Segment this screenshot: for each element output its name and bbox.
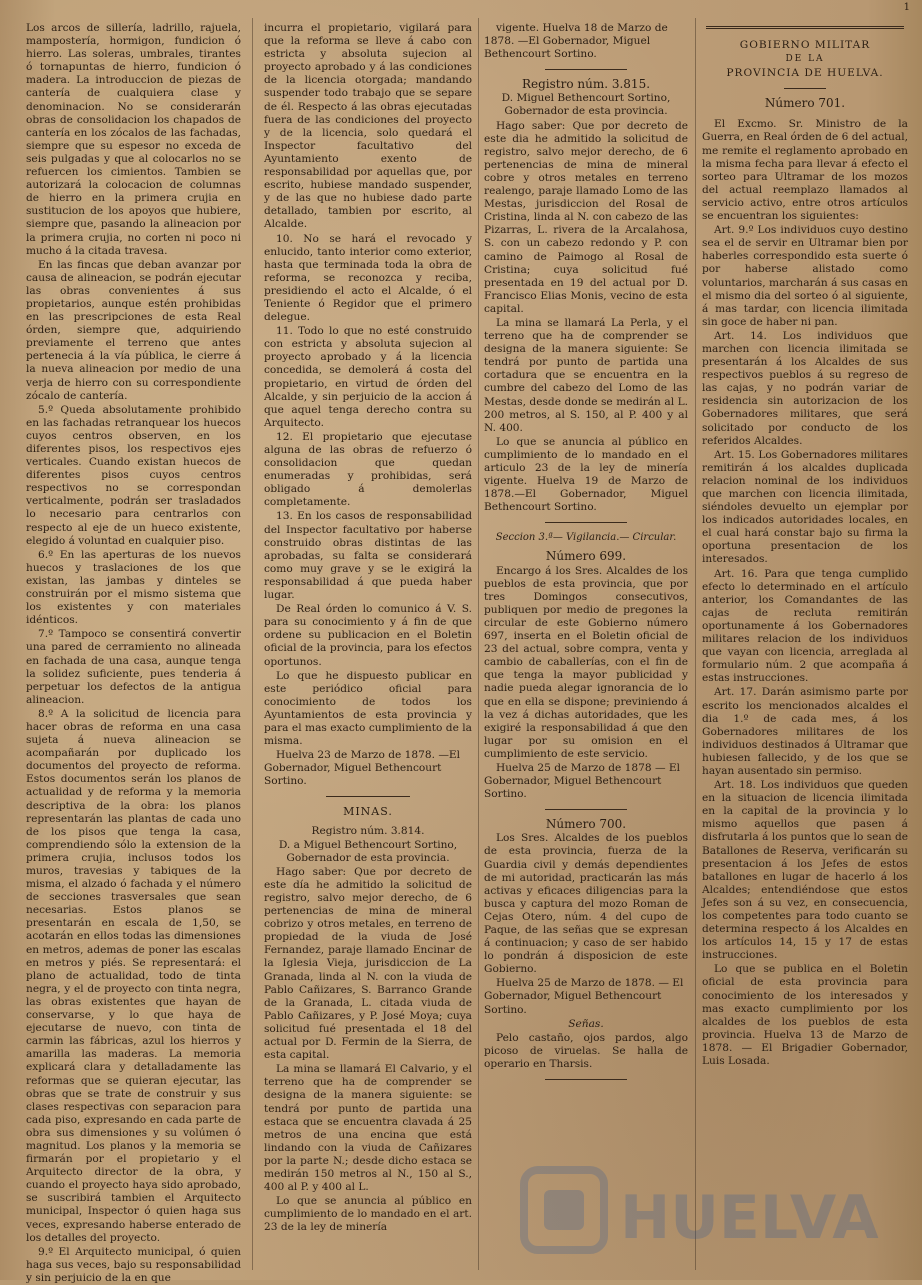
- paragraph: Hago saber: Que por decreto de este dia he admitido la solicitud de registro, salvo mejor derecho, de 6 pertenencias de mina de mineral cobre y otros metales en terreno realengo, paraje llamado Lomo de las Mestas, jurisdiccion del Rosal de Cristina, linda al N. con cabezo de las Pizarras, L. rivera de la Arcalahosa, S. con un cabezo redondo y P. con camino de Paimogo al Rosal de Cristina; cuya solicitud fué presentada en 19 del actual por D. Francisco Elias Monis, vecino de esta capital.: [484, 119, 688, 315]
- numero-700: Número 700.: [545, 817, 627, 832]
- numero-699: Número 699.: [545, 549, 627, 564]
- signature: Huelva 25 de Marzo de 1878 — El Gobernador, Miguel Bethencourt Sortino.: [484, 761, 681, 801]
- paragraph: El Excmo. Sr. Ministro de la Guerra, en Real órden de 6 del actual, me remite el reglamento aprobado en la misma fecha para llevar á efecto el sorteo para Ultramar de los mozos del actual reemplazo llamados al servicio activo, entre otros artículos se encuentran los siguientes:: [702, 118, 908, 223]
- paragraph: De Real órden lo comunico á V. S. para su conocimiento y á fin de que ordene su publicacion en el Boletin oficial de la provincia, para los efectos oportunos.: [264, 603, 472, 668]
- registro-name: D. a Miguel Bethencourt Sortino, Gobernador de esta provincia.: [278, 838, 458, 864]
- paragraph: 6.º En las aperturas de los nuevos huecos y traslaciones de los que existan, las jambas y dinteles se construirán por el mismo sistema que los existentes y con materiales idénticos.: [26, 548, 241, 627]
- column-divider: [695, 18, 696, 1270]
- heading-de-la: DE LA: [785, 54, 825, 65]
- senas-title: Señas.: [568, 1017, 604, 1030]
- divider: [784, 88, 825, 89]
- heading-gobierno-militar: GOBIERNO MILITAR: [739, 39, 871, 51]
- section-line: Seccion 3.ª— Vigilancia.— Circular.: [495, 532, 677, 544]
- divider: [545, 1079, 627, 1080]
- paragraph: Los Sres. Alcaldes de los pueblos de esta provincia, fuerza de la Guardia civil y demás dependientes de mi autoridad, practicarán las más activas y eficaces diligencias para la busca y captura del mozo Roman de Cejas Otero, núm. 4 del cupo de Paque, de las señas que se expresan á continuacion; y caso de ser habido lo pondrán á disposicion de este Gobierno.: [484, 832, 688, 976]
- paragraph: En las fincas que deban avanzar por causa de alineacion, se podrán ejecutar las obras convenientes á sus propietarios, aunque estén prohibidas en las prescripciones de esta Real órden, siempre que, adquiriendo previamente el terreno que antes pertenecia á la vía pública, le cierre á la nueva alineacion por medio de una verja de hierro con su correspondiente zócalo de cantería.: [26, 258, 241, 402]
- registro-heading: Registro núm. 3.815.: [521, 77, 651, 92]
- column-divider: [252, 18, 253, 1270]
- divider: [326, 796, 409, 797]
- signature: Huelva 23 de Marzo de 1878. —El Gobernador, Miguel Bethencourt Sortino.: [264, 749, 461, 788]
- paragraph: La mina se llamará El Calvario, y el terreno que ha de comprender se designa de la manera siguiente: se tendrá por punto de partida una estaca que se encuentra clavada á 25 metros de una encina que está lindando con la viuda de Cañizares por la parte N.; desde dicho estaca se medirán 150 metros al N., 150 al S., 400 al P. y 400 al L.: [264, 1063, 472, 1194]
- paragraph: Lo que se publica en el Boletin oficial de esta provincia para conocimiento de los interesados y mas exacto cumplimiento por los alcaldes de los pueblos de esta provincia. Huelva 13 de Marzo de 1878. — El Brigadier Gobernador, Luis Losada.: [702, 963, 908, 1068]
- signature: Huelva 25 de Marzo de 1878. — El Gobernador, Miguel Bethencourt Sortino.: [484, 977, 684, 1016]
- paragraph: incurra el propietario, vigilará para que la reforma se lleve á cabo con estricta y absoluta sujecion al proyecto aprobado y á las condiciones de la licencia otorgada; mandando suspender todo trabajo que se separe de él. Respecto á las obras ejecutadas fuera de las condiciones del proyecto y de la licencia, solo quedará el Inspector facultativo del Ayuntamiento exento de responsabilidad por aquellas que, por escrito, hubiese mandado suspender, y de las que no hubiese dado parte detallado, tambien por escrito, al Alcalde.: [264, 22, 472, 231]
- divider: [545, 522, 627, 523]
- paragraph: Los arcos de sillería, ladrillo, rajuela, mampostería, hormigon, fundicion ó hierro. Las soleras, umbrales, tirantes ó tornapuntas de hierro, fundicion ó madera. La introduccion de piezas de cantería de cualquiera clase y denominacion. No se considerarán obras de consolidacion los chapados de cantería en los zócalos de las fachadas, siempre que su espesor no exceda de seis pulgadas y que al colocarlos no se refuercen los cimientos. Tambien se autorizará la colocacion de columnas de hierro en la primera crujia en sustitucion de los apoyos que hubiere, siempre que, pasando la alineacion por la primera crujia, no corten ni poco ni mucho á la citada travesa.: [26, 22, 241, 257]
- paragraph: 13. En los casos de responsabilidad del Inspector facultativo por haberse construido obras distintas de las aprobadas, su falta se considerará como muy grave y se le exigirá la responsabilidad á que pueda haber lugar.: [264, 510, 472, 602]
- section-heading-minas: MINAS.: [343, 805, 393, 819]
- paragraph: La mina se llamará La Perla, y el terreno que ha de comprender se designa de la manera siguiente: Se tendrá por punto de partida una cortadura que se encuentra en la cumbre del cabezo del Lomo de las Mestas, desde donde se medirán al L. 200 metros, al S. 150, al P. 400 y al N. 400.: [484, 316, 688, 434]
- paragraph: 5.º Queda absolutamente prohibido en las fachadas retranquear los huecos cuyos centros observen, en los diferentes pisos, los respectivos ejes verticales. Cuando existan huecos de diferentes pisos cuyos centros respectivos no se correspondan verticalmente, podrán ser trasladados lo necesario para centrarlos con respecto al eje de un hueco existente, elegido á voluntad en cualquier piso.: [26, 403, 241, 547]
- paragraph: 7.º Tampoco se consentirá convertir una pared de cerramiento no alineada en fachada de una casa, aunque tenga la solidez suficiente, pues tenderia á perpetuar los defectos de la antigua alineacion.: [26, 628, 241, 706]
- column-4: [702, 22, 908, 1270]
- paragraph: 12. El propietario que ejecutase alguna de las obras de refuerzo ó consolidacion que quedan enumeradas y prohibidas, será obligado á demolerlas completamente.: [264, 430, 472, 509]
- paragraph: Art. 9.º Los individuos cuyo destino sea el de servir en Ultramar bien por haberles correspondido esta suerte ó por haberse alistado como voluntarios, marcharán á sus casas en el mismo dia del sorteo ó al siguiente, á mas tardar, con licencia ilimitada sin goce de haber ni pan.: [702, 224, 908, 328]
- paragraph: Art. 18. Los individuos que queden en la situacion de licencia ilimitada en la capital de la provincia y lo mismo aquellos que pasen á disfrutarla á los puntos que lo sean de Batallones de Reserva, verificarán su presentacion á los Jefes de estos batallones en lugar de hacerlo á los Alcaldes; entendiéndose que estos Jefes son á su vez, en consecuencia, los competentes para todo cuanto se determina respecto á los Alcaldes en los artículos 14, 15 y 17 de estas instrucciones.: [702, 779, 908, 962]
- paragraph: Art. 17. Darán asimismo parte por escrito los mencionados alcaldes el dia 1.º de cada mes, á los Gobernadores militares de los individuos destinados á Ultramar que hubiesen fallecido, y de los que se hayan ausentado sin permiso.: [702, 686, 908, 777]
- paragraph: vigente. Huelva 18 de Marzo de 1878. —El Gobernador, Miguel Bethencourt Sortino.: [484, 22, 668, 61]
- divider: [545, 809, 627, 810]
- paragraph: 11. Todo lo que no esté construido con estricta y absoluta sujecion al proyecto aprobado y á la licencia concedida, se demolerá á costa del propietario, en virtud de órden del Alcalde, y sin perjuicio de la accion á que aquel tenga derecho contra su Arquitecto.: [264, 325, 472, 429]
- column-divider: [478, 18, 479, 1270]
- paragraph: Art. 15. Los Gobernadores militares remitirán á los alcaldes duplicada relacion nominal de los individuos que marchen con licencia ilimitada, siéndoles devuelto un ejemplar por los indicados autoridades locales, en el cual hará constar bajo su firma la oportuna presentacion de los interesados.: [702, 448, 908, 566]
- divider: [545, 69, 627, 70]
- watermark-text: HUELVA: [620, 1183, 879, 1253]
- registro-name: D. Miguel Bethencourt Sortino, Gobernador de esta provincia.: [501, 92, 671, 118]
- paragraph: Art. 14. Los individuos que marchen con licencia ilimitada se presentarán á los Alcaldes de sus respectivos pueblos á su regreso de las cajas, y no podrán variar de residencia sin autorizacion de los Gobernadores militares, que será solicitado por conducto de los referidos Alcaldes.: [702, 329, 908, 447]
- numero-701: Número 701.: [764, 96, 846, 111]
- paragraph: Lo que se anuncia al público en cumplimiento de lo mandado en el art. 23 de la ley de minería: [264, 1195, 472, 1234]
- paragraph: Encargo á los Sres. Alcaldes de los pueblos de esta provincia, que por tres Domingos consecutivos, publiquen por medio de pregones la circular de este Gobierno número 697, inserta en el Boletin oficial de 23 del actual, sobre compra, venta y cambio de caballerías, con el fin de que tenga la mayor publicidad y nadie pueda alegar ignorancia de lo que en ella se dispone; previniendo á la vez á dichas autoridades, que les exigiré la responsabilidad á que den lugar por su omision en el cumplimiento de este servicio.: [484, 564, 688, 760]
- paragraph: 9.º El Arquitecto municipal, ó quien haga sus veces, bajo su responsabilidad y sin perjuicio de la en que: [26, 1245, 241, 1284]
- paragraph: Pelo castaño, ojos pardos, algo picoso de viruelas. Se halla de operario en Tharsis.: [484, 1031, 688, 1070]
- double-rule: [706, 26, 904, 29]
- column-1: [26, 22, 241, 1284]
- column-2: [264, 22, 472, 1270]
- paragraph: Hago saber: Que por decreto de este día he admitido la solicitud de registro, salvo mejor derecho, de 6 pertenencias de mina de mineral cobrizo y otros metales, en terreno de propiedad de la viuda de José Fernandez, paraje llamado Encinar de la Iglesia Vieja, jurisdiccion de La Granada, linda al N. con la viuda de Pablo Cañizares, S. Barranco Grande de la Granada, L. citada viuda de Pablo Cañizares, y P. José Moya; cuya solicitud fué presentada el 18 del actual por D. Fermin de la Sierra, de esta capital.: [264, 865, 472, 1062]
- paragraph: 10. No se hará el revocado y enlucido, tanto interior como exterior, hasta que terminada toda la obra de reforma, se reconozca y reciba, presidiendo el acto el Alcalde, ó el Teniente ó Regidor que el primero delegue.: [264, 232, 472, 324]
- column-3: [484, 22, 688, 1270]
- paragraph: Art. 16. Para que tenga cumplido efecto lo determinado en el artículo anterior, los Comandantes de las cajas de recluta remitirán oportunamente á los Gobernadores militares relacion de los individuos que vayan con licencia, arreglada al formulario núm. 2 que acompaña á estas instrucciones.: [702, 567, 908, 685]
- registro-heading: Registro núm. 3.814.: [311, 824, 425, 837]
- paragraph: Lo que se anuncia al público en cumplimiento de lo mandado en el articulo 23 de la ley de minería vigente. Huelva 19 de Marzo de 1878.—El Gobernador, Miguel Bethencourt Sortino.: [484, 435, 688, 514]
- page-number: 1: [903, 2, 910, 13]
- paragraph: Lo que he dispuesto publicar en este periódico oficial para conocimiento de todos los Ayuntamientos de esta provincia y para el mas exacto cumplimiento de la misma.: [264, 669, 472, 748]
- paragraph: 8.º A la solicitud de licencia para hacer obras de reforma en una casa sujeta á nueva alineacion se acompañarán por duplicado los documentos del proyecto de reforma. Estos documentos serán los planos de actualidad y de reforma y la memoria descriptiva de la obra: los planos representarán las plantas de cada uno de los pisos que tenga la casa, comprendiendo sólo la extension de la primera crujia, inclusos todos los muros, travesias y tabiques de la misma, el alzado ó fachada y el número de secciones trasversales que sean necesarias. Estos planos se presentarán en escala de 1,50, se acotarán en ellos todas las dimensiones en metros, ademas de poner las escalas en metros y piés. Se representará: el plano de actualidad, todo de tinta negra, y el de proyecto con tinta negra, las obras existentes que hayan de conservarse, y lo que haya de ejecutarse de nuevo, con tinta de carmin las fábricas, azul los hierros y amarilla las maderas. La memoria explicará clara y detalladamente las reformas que se quieran ejecutar, las obras que se trate de construir y sus clases respectivas con separacion para cada piso, expresando en cada parte de obra sus dimensiones y su volúmen ó magnitud. Los planos y la memoria se firmarán por el propietario y el Arquitecto director de la obra, y cuando el proyecto haya sido aprobado, se suscribirá tambien el Arquitecto municipal, Inspector ó quien haga sus veces, expresando haberse enterado de los detalles del proyecto.: [26, 707, 241, 1244]
- heading-provincia: PROVINCIA DE HUELVA.: [726, 67, 884, 80]
